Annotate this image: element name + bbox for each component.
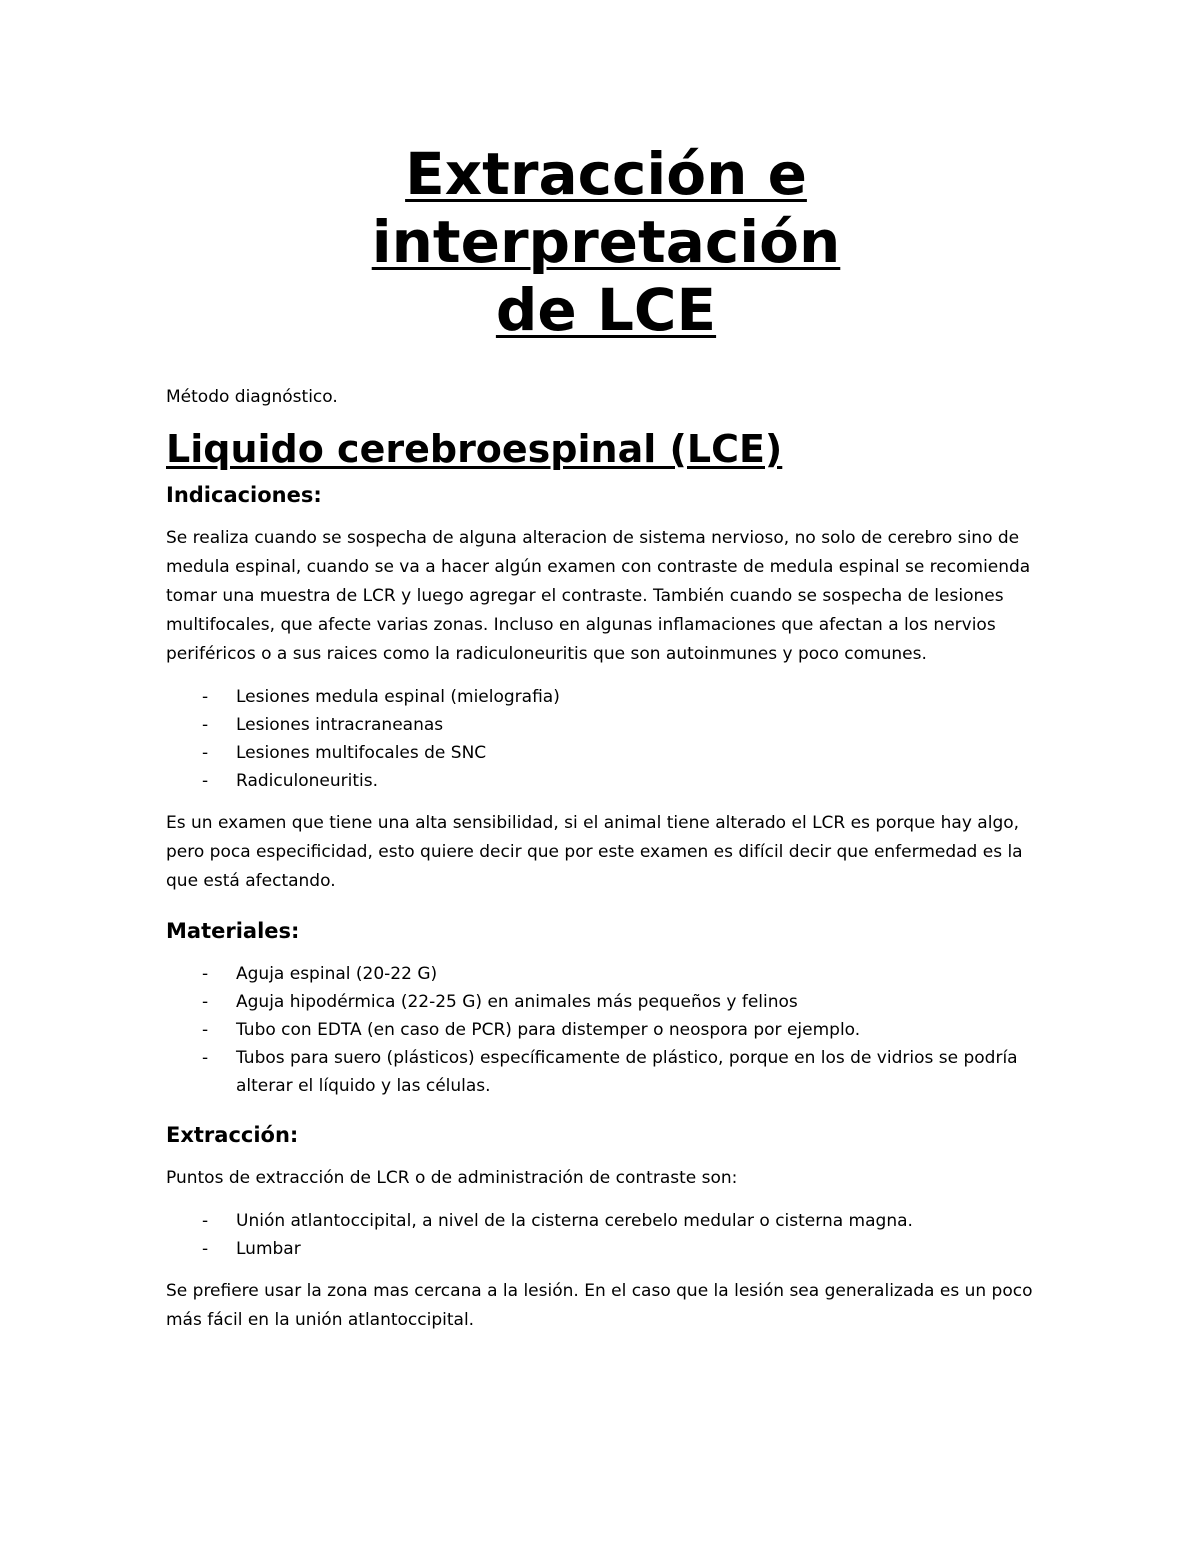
conclusion-paragraph: Se prefiere usar la zona mas cercana a la lesión. En el caso que la lesión sea generalizada es un poco más fácil en la unión atlantoccipital.: [166, 1281, 1033, 1330]
title-line-1: Extracción e interpretación: [371, 140, 841, 276]
list-item: [166, 960, 1046, 988]
section-title: Liquido cerebroespinal (LCE): [166, 427, 783, 471]
list-item-text: Tubo con EDTA (en caso de PCR) para distemper o neospora por ejemplo.: [236, 1020, 861, 1040]
indicaciones-list: [166, 683, 1046, 795]
list-bullet: -: [202, 1239, 209, 1259]
list-bullet: -: [202, 964, 209, 984]
sensibilidad-paragraph: Es un examen que tiene una alta sensibilidad, si el animal tiene alterado el LCR es porque hay algo, pero poca especificidad, esto quiere decir que por este examen es difícil decir que enfermedad es la que está afectando.: [166, 813, 1023, 891]
list-item-text: Unión atlantoccipital, a nivel de la cisterna cerebelo medular o cisterna magna.: [236, 1211, 913, 1231]
list-item: [166, 711, 1046, 739]
list-bullet: -: [202, 1020, 209, 1040]
list-item-text: Lesiones multifocales de SNC: [236, 743, 487, 763]
list-item: [166, 1207, 1046, 1235]
list-bullet: -: [202, 687, 209, 707]
list-item-text: Tubos para suero (plásticos) específicamente de plástico, porque en los de vidrios se podría alterar el líquido y las células.: [236, 1048, 1018, 1096]
subtitle: Método diagnóstico.: [166, 387, 338, 407]
list-bullet: -: [202, 715, 209, 735]
list-item: [166, 739, 1046, 767]
list-item: [166, 683, 1046, 711]
list-item-text: Lumbar: [236, 1239, 301, 1259]
document-title: [166, 140, 1046, 344]
list-item-text: Lesiones intracraneanas: [236, 715, 444, 735]
list-item: [166, 988, 1046, 1016]
extraccion-heading: Extracción:: [166, 1123, 299, 1147]
list-item: [166, 1044, 1046, 1100]
extraccion-list: [166, 1207, 1046, 1263]
extraccion-paragraph: Puntos de extracción de LCR o de administración de contraste son:: [166, 1168, 738, 1188]
list-item: [166, 1235, 1046, 1263]
list-bullet: -: [202, 1048, 209, 1068]
list-item-text: Radiculoneuritis.: [236, 771, 378, 791]
materiales-heading: Materiales:: [166, 919, 300, 943]
materiales-list: [166, 960, 1046, 1100]
list-bullet: -: [202, 771, 209, 791]
indicaciones-paragraph: Se realiza cuando se sospecha de alguna alteracion de sistema nervioso, no solo de cerebro sino de medula espinal, cuando se va a hacer algún examen con contraste de medula espinal se recomienda tomar una muestra de LCR y luego agregar el contraste. También cuando se sospecha de lesiones multifocales, que afecte varias zonas. Incluso en algunas inflamaciones que afectan a los nervios periféricos o a sus raices como la radiculoneuritis que son autoinmunes y poco comunes.: [166, 528, 1031, 664]
list-bullet: -: [202, 743, 209, 763]
list-item: [166, 767, 1046, 795]
title-line-2: de LCE: [495, 276, 717, 344]
document-body: [166, 140, 1046, 1335]
list-bullet: -: [202, 992, 209, 1012]
list-item-text: Aguja espinal (20-22 G): [236, 964, 438, 984]
list-bullet: -: [202, 1211, 209, 1231]
list-item-text: Lesiones medula espinal (mielografia): [236, 687, 560, 707]
list-item: [166, 1016, 1046, 1044]
indicaciones-heading: Indicaciones:: [166, 483, 322, 507]
list-item-text: Aguja hipodérmica (22-25 G) en animales más pequeños y felinos: [236, 992, 798, 1012]
